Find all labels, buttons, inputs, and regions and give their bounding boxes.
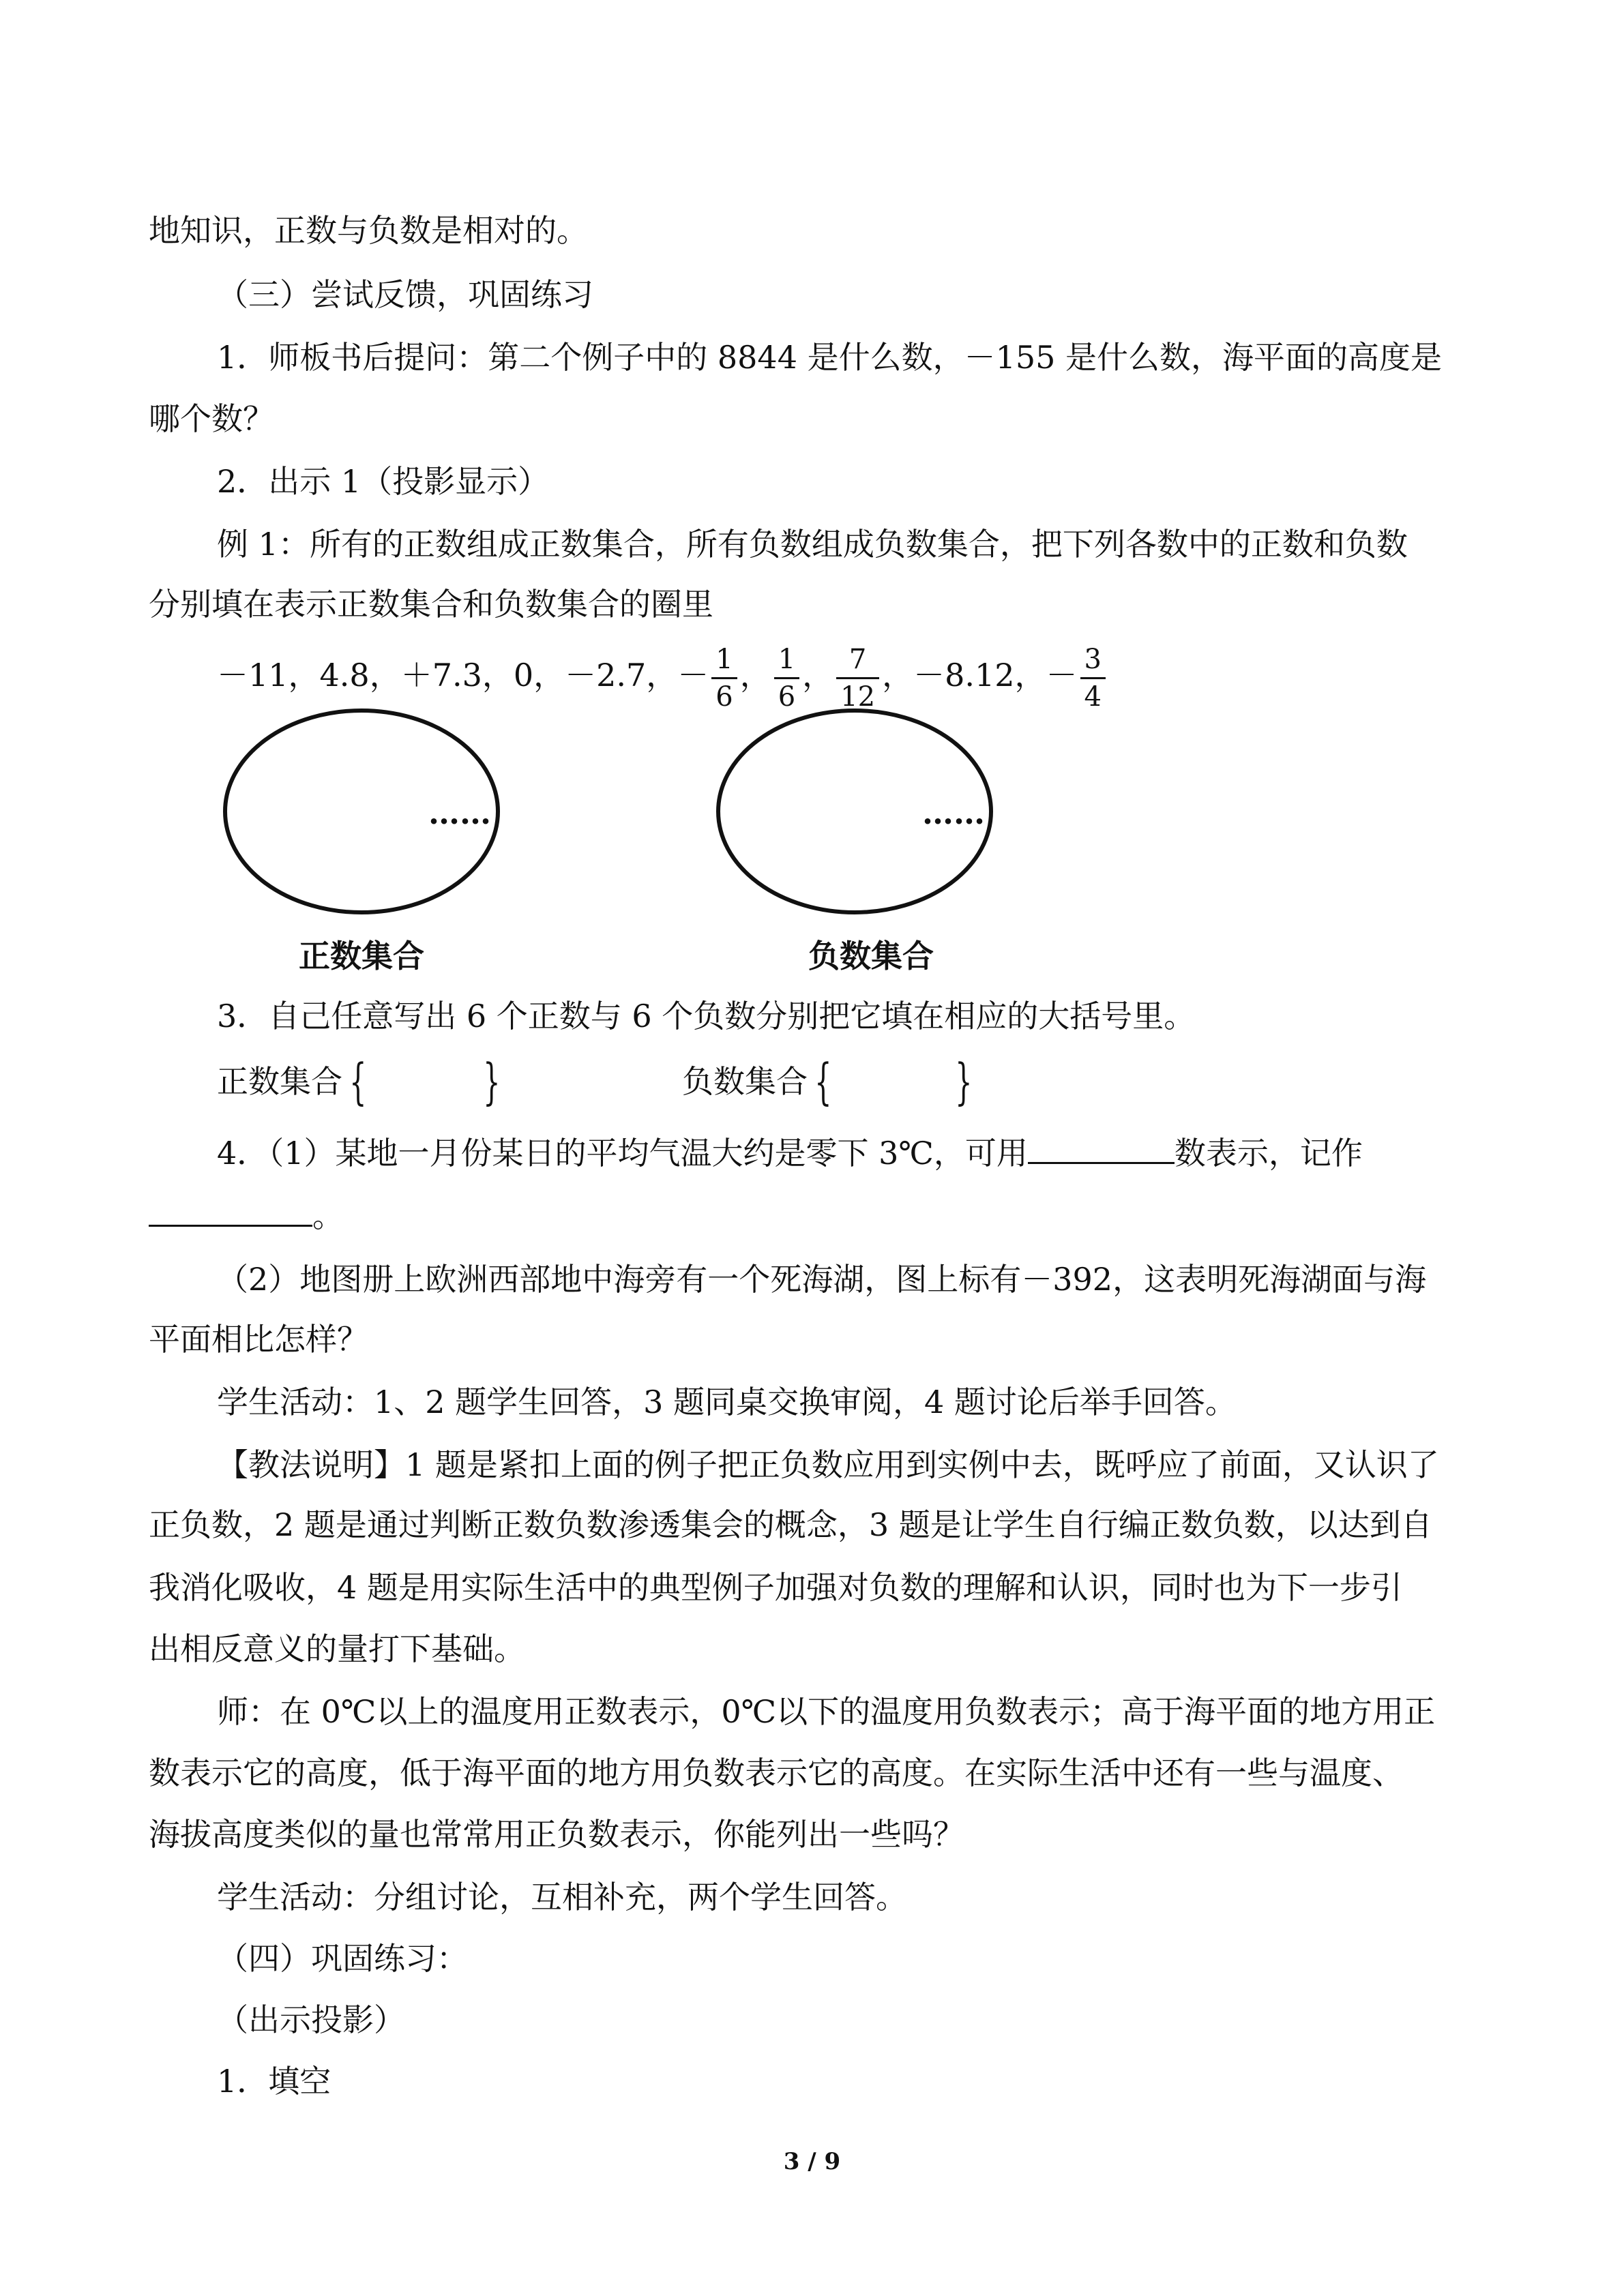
number-list [217,638,1108,715]
negative-brace-set [682,1053,979,1110]
answer-blank[interactable] [149,1195,312,1227]
text-line: 地知识，正数与负数是相对的。 [149,212,588,249]
text-line: 2．出示 1（投影显示） [217,463,550,500]
number-list-separator: ， [739,657,771,694]
negative-set-label: 负数集合 [682,1063,808,1100]
text-line: 1．填空 [217,2063,331,2100]
text-line: 出相反意义的量打下基础。 [149,1630,525,1667]
fraction-numerator: 1 [774,642,799,679]
text-line: 平面相比怎样？ [149,1321,368,1358]
negative-set-label: 负数集合 [808,938,934,974]
text-line: （出示投影） [217,2001,405,2038]
answer-blank[interactable] [1028,1132,1175,1164]
number-list-part: ，－8.12，－ [882,657,1078,694]
question-4-part-1-cont [149,1195,344,1236]
text-line: 海拔高度类似的量也常常用正负数表示，你能列出一些吗？ [149,1816,964,1853]
text-line: 1．师板书后提问：第二个例子中的 8844 是什么数，－155 是什么数，海平面的高度是 [217,339,1442,376]
text-line: 【教法说明】1 题是紧扣上面的例子把正负数应用到实例中去，既呼应了前面，又认识了 [217,1446,1439,1483]
negative-set-dots: …… [922,794,985,831]
fraction [836,642,879,715]
section-heading: （四）巩固练习： [217,1940,468,1977]
fraction [774,642,799,715]
positive-set-label: 正数集合 [299,938,424,974]
section-heading: （三）尝试反馈，巩固练习 [217,276,593,313]
text-line: 分别填在表示正数集合和负数集合的圈里 [149,586,713,623]
fraction-numerator: 7 [836,642,879,679]
number-list-part: －11，4.8，＋7.3，0，－2.7，－ [217,657,709,694]
text-line: 学生活动：1、2 题学生回答，3 题同桌交换审阅，4 题讨论后举手回答。 [217,1384,1237,1420]
positive-set-label: 正数集合 [217,1063,342,1100]
positive-set-dots: …… [428,794,491,831]
fraction-numerator: 1 [711,642,737,679]
number-list-separator: ， [802,657,834,694]
question-4-part-2: （2）地图册上欧洲西部地中海旁有一个死海湖，图上标有－392，这表明死海湖面与海 [217,1261,1427,1298]
brace-open: { [814,1053,832,1110]
page-number: 3 / 9 [783,2148,841,2175]
q4-text: 4．（1）某地一月份某日的平均气温大约是零下 3℃，可用 [217,1135,1028,1172]
text-line: 学生活动：分组讨论，互相补充，两个学生回答。 [217,1879,907,1915]
fraction-numerator: 3 [1080,642,1106,679]
text-line: 例 1：所有的正数组成正数集合，所有负数组成负数集合，把下列各数中的正数和负数 [217,526,1408,563]
text-line: 正负数，2 题是通过判断正数负数渗透集会的概念，3 题是让学生自行编正数负数，以达到自 [149,1506,1432,1543]
question-4-part-1 [217,1132,1363,1174]
q4-text: 。 [312,1197,344,1234]
brace-open: { [349,1053,367,1110]
fraction-denominator: 6 [715,681,733,713]
text-line: 哪个数？ [149,400,274,437]
brace-close: } [483,1053,501,1110]
fraction-denominator: 4 [1084,681,1102,713]
fraction [1080,642,1106,715]
fraction [711,642,737,715]
brace-close: } [955,1053,973,1110]
text-line: 我消化吸收，4 题是用实际生活中的典型例子加强对负数的理解和认识，同时也为下一步引 [149,1569,1402,1606]
question-3: 3．自己任意写出 6 个正数与 6 个负数分别把它填在相应的大括号里。 [217,998,1196,1034]
fraction-denominator: 12 [840,681,876,713]
positive-brace-set [217,1053,507,1110]
text-line: 数表示它的高度，低于海平面的地方用负数表示它的高度。在实际生活中还有一些与温度、 [149,1755,1404,1791]
q4-text: 数表示，记作 [1174,1135,1363,1172]
fraction-denominator: 6 [778,681,796,713]
text-line: 师：在 0℃以上的温度用正数表示，0℃以下的温度用负数表示；高于海平面的地方用正 [217,1693,1436,1730]
